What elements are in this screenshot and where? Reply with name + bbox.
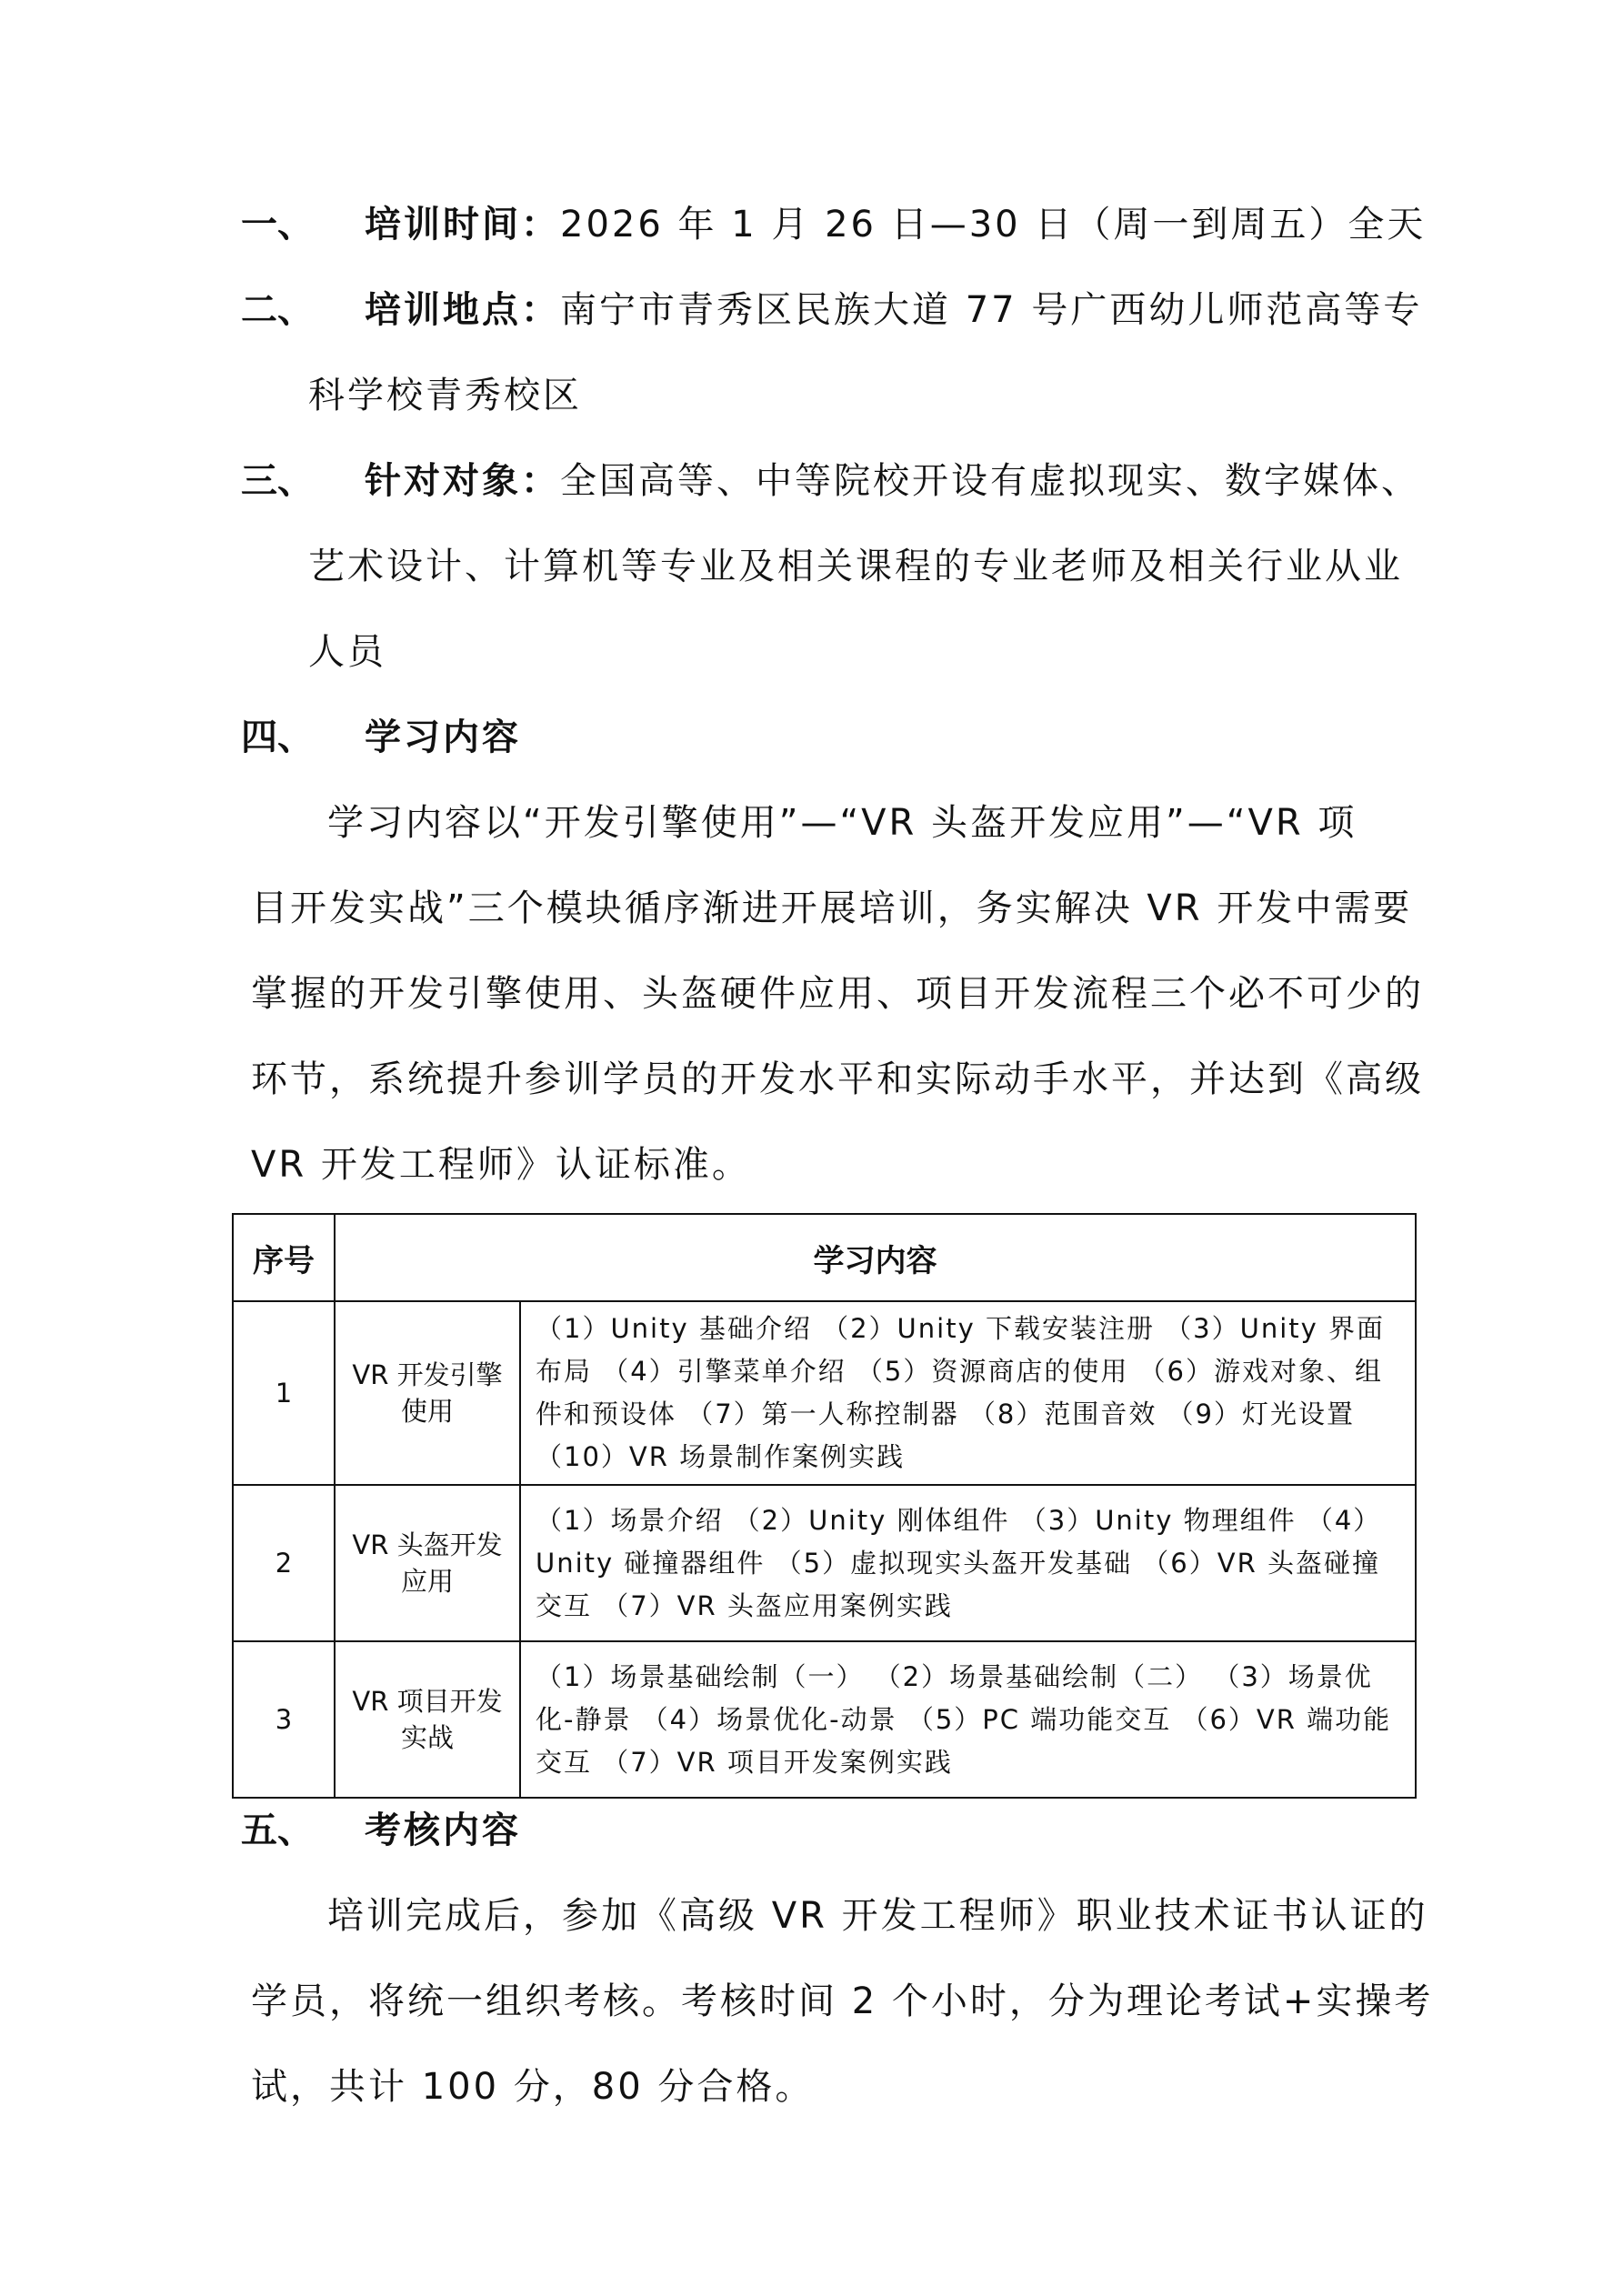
row-number: 2 xyxy=(233,1485,335,1641)
section-text: 人员 xyxy=(308,631,386,673)
row-content: （1）场景基础绘制（一） （2）场景基础绘制（二） （3）场景优化-静景 （4）场景优化-动景 （5）PC 端功能交互 （6）VR 端功能交互 （7）VR 项目开发案例实践 xyxy=(520,1641,1416,1798)
table-header-row xyxy=(233,1214,1416,1301)
row-module: VR 开发引擎使用 xyxy=(335,1301,520,1485)
row-module: VR 头盔开发应用 xyxy=(335,1485,520,1641)
header-content: 学习内容 xyxy=(335,1214,1416,1301)
row-content: （1）场景介绍 （2）Unity 刚体组件 （3）Unity 物理组件 （4）Unity 碰撞器组件 （5）虚拟现实头盔开发基础 （6）VR 头盔碰撞交互 （7）VR 头盔应用案例实践 xyxy=(520,1485,1416,1641)
section-label: 考核内容 xyxy=(365,1810,521,1851)
paragraph-line: 目开发实战”三个模块循序渐进开展培训，务实解决 VR 开发中需要 xyxy=(251,887,1413,929)
table-row xyxy=(233,1641,1416,1798)
section-text: 2026 年 1 月 26 日—30 日（周一到周五）全天 xyxy=(560,204,1427,246)
paragraph-line: 掌握的开发引擎使用、头盔硬件应用、项目开发流程三个必不可少的 xyxy=(251,973,1424,1015)
table-row xyxy=(233,1485,1416,1641)
row-number: 1 xyxy=(233,1301,335,1485)
paragraph-line: VR 开发工程师》认证标准。 xyxy=(251,1144,751,1186)
section-text: 科学校青秀校区 xyxy=(308,375,582,416)
section-line xyxy=(365,285,1422,336)
paragraph-line: 学习内容以“开发引擎使用”—“VR 头盔开发应用”—“VR 项 xyxy=(327,802,1358,844)
paragraph-line: 试，共计 100 分，80 分合格。 xyxy=(251,2066,815,2108)
section-label: 培训时间： xyxy=(365,204,560,246)
paragraph-line: 环节，系统提升参训学员的开发水平和实际动手水平，并达到《高级 xyxy=(251,1058,1424,1100)
row-module: VR 项目开发实战 xyxy=(335,1641,520,1798)
section-number: 五、 xyxy=(241,1810,314,1851)
section-label: 学习内容 xyxy=(365,717,521,758)
paragraph-line: 培训完成后，参加《高级 VR 开发工程师》职业技术证书认证的 xyxy=(327,1895,1428,1937)
header-index: 序号 xyxy=(233,1214,335,1301)
section-label: 针对对象： xyxy=(365,460,560,502)
section-number: 三、 xyxy=(241,460,314,502)
row-number: 3 xyxy=(233,1641,335,1798)
section-number: 二、 xyxy=(241,289,314,331)
section-label: 培训地点： xyxy=(365,289,560,331)
table-row xyxy=(233,1301,1416,1485)
paragraph-line: 学员，将统一组织考核。考核时间 2 个小时，分为理论考试+实操考 xyxy=(251,1980,1434,2022)
section-text: 南宁市青秀区民族大道 77 号广西幼儿师范高等专 xyxy=(560,289,1423,331)
section-line xyxy=(365,456,1420,506)
section-number: 一、 xyxy=(241,204,314,246)
section-number: 四、 xyxy=(241,717,314,758)
section-text: 艺术设计、计算机等专业及相关课程的专业老师及相关行业从业 xyxy=(308,546,1403,587)
content-table xyxy=(232,1213,1417,1799)
section-text: 全国高等、中等院校开设有虚拟现实、数字媒体、 xyxy=(560,460,1420,502)
row-content: （1）Unity 基础介绍 （2）Unity 下载安装注册 （3）Unity 界面布局 （4）引擎菜单介绍 （5）资源商店的使用 （6）游戏对象、组件和预设体 （7）第一人称控制器 （8）范围音效 （9）灯光设置 （10）VR 场景制作案例实践 xyxy=(520,1301,1416,1485)
section-line xyxy=(365,199,1426,250)
